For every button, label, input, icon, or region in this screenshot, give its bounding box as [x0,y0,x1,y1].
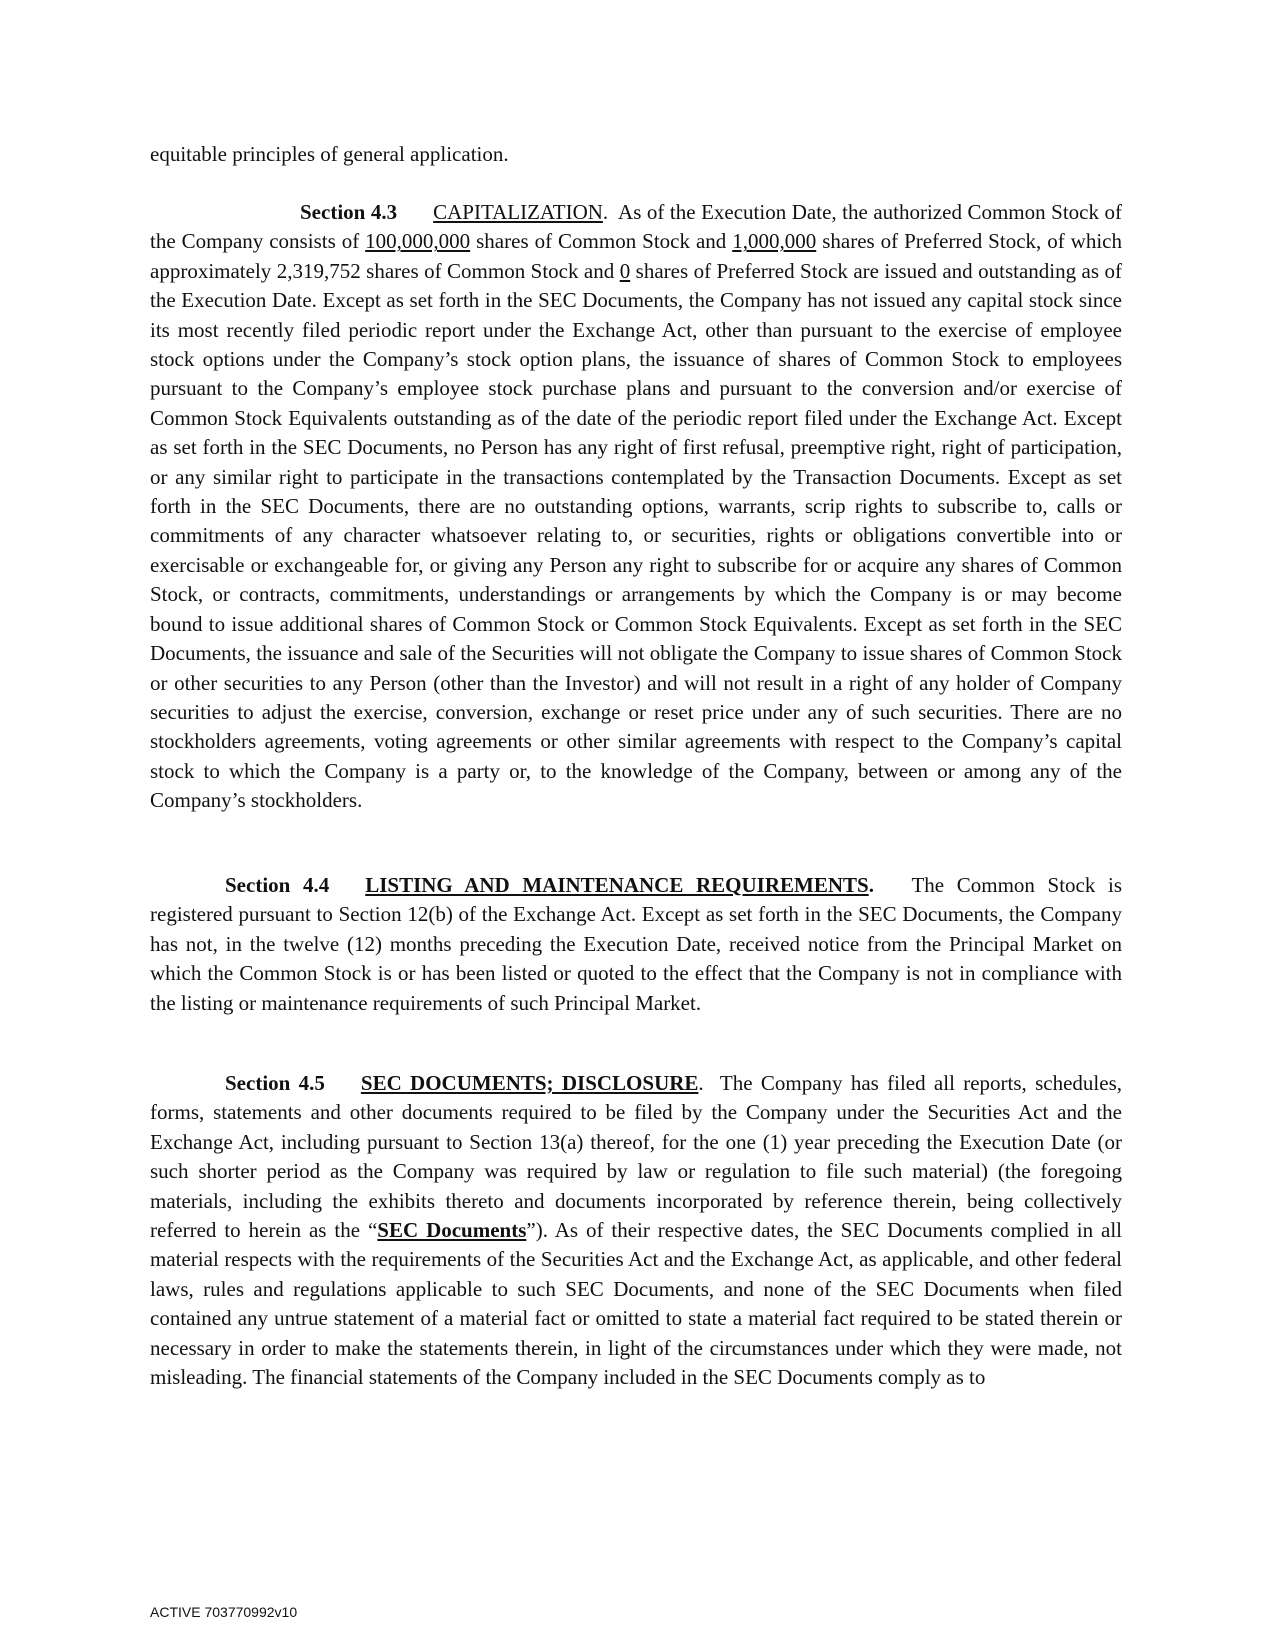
defined-term-sec-documents: SEC Documents [377,1218,527,1243]
section-4-3-text-4: shares of Preferred Stock are issued and outstanding as of the Execution Date. Except as set forth in the SEC Documents, the Company has not issued any capital stock since its most recently filed periodic report under the Exchange Act, other than pursuant to the exercise of employee stock options under the Company’s stock option plans, the issuance of shares of Common Stock to employees pursuant to the Company’s employee stock purchase plans and pursuant to the conversion and/or exercise of Common Stock Equivalents outstanding as of the date of the periodic report filed under the Exchange Act. Except as set forth in the SEC Documents, no Person has any right of first refusal, preemptive right, right of participation, or any similar right to participate in the transactions contemplated by the Transaction Documents. Except as set forth in the SEC Documents, there are no outstanding options, warrants, scrip rights to subscribe to, calls or commitments of any character whatsoever relating to, or securities, rights or obligations convertible into or exercisable or exchangeable for, or giving any Person any right to subscribe for or acquire any shares of Common Stock, or contracts, commitments, understandings or arrangements by which the Company is or may become bound to issue additional shares of Common Stock or Common Stock Equivalents. Except as set forth in the SEC Documents, the issuance and sale of the Securities will not obligate the Company to issue shares of Common Stock or other securities to any Person (other than the Investor) and will not result in a right of any holder of Company securities to adjust the exercise, conversion, exchange or reset price under any of such securities. There are no stockholders agreements, voting agreements or other similar agreements with respect to the Company’s capital stock to which the Company is a party or, to the knowledge of the Company, between or among any of the Company’s stockholders. [150,258,1122,813]
section-4-3-text-3: shares of Preferred Stock, of which approximately 2,319,752 shares of Common Stock and [150,229,1122,283]
section-4-3-text-2: shares of Common Stock and [470,229,733,254]
section-4-4-paragraph [150,871,1122,1018]
continuation-line: equitable principles of general application. [150,142,509,166]
section-4-3-title-end: . [602,200,609,224]
section-4-3-title: CAPITALIZATION [433,200,603,224]
section-4-3-number: Section 4.3 [300,200,398,224]
section-4-5-text-1: The Company has filed all reports, schedules, forms, statements and other documents required to be filed by the Company under the Securities Act and the Exchange Act, including pursuant to Section 13(a) thereof, for the one (1) year preceding the Execution Date (or such shorter period as the Company was required by law or regulation to file such material) (the foregoing materials, including the exhibits thereto and documents incorporated by reference therein, being collectively referred to herein as the “ [150,1071,1122,1243]
section-4-3-text-1: As of the Execution Date, the authorized Common Stock of the Company consists of [150,200,1123,254]
outstanding-preferred-shares: 0 [619,258,631,283]
section-4-4-body: The Common Stock is registered pursuant to Section 12(b) of the Exchange Act. Except as set forth in the SEC Documents, the Company has not, in the twelve (12) months preceding the Execution Date, received notice from the Principal Market on which the Common Stock is or has been listed or quoted to the effect that the Company is not in compliance with the listing or maintenance requirements of such Principal Market. [150,873,1123,1015]
section-4-5-text-2: ”). As of their respective dates, the SEC Documents complied in all material respects with the requirements of the Securities Act and the Exchange Act, as applicable, and other federal laws, rules and regulations applicable to such SEC Documents, and none of the SEC Documents when filed contained any untrue statement of a material fact or omitted to state a material fact required to be stated therein or necessary in order to make the statements therein, in light of the circumstances under which they were made, not misleading. The financial statements of the Company included in the SEC Documents comply as to [150,1218,1122,1390]
section-4-5-paragraph [150,1069,1122,1392]
section-4-4-number: Section 4.4 [225,873,330,897]
document-footer-id: ACTIVE 703770992v10 [150,1604,298,1620]
section-4-4-title: LISTING AND MAINTENANCE REQUIREMENTS [365,873,869,897]
section-4-5-title: SEC DOCUMENTS; DISCLOSURE [360,1071,699,1095]
section-4-3-paragraph [150,198,1122,816]
authorized-preferred-shares: 1,000,000 [732,229,817,254]
section-4-4-title-end: . [868,873,874,897]
section-4-5-title-end: . [698,1071,704,1095]
section-4-5-number: Section 4.5 [225,1071,325,1095]
authorized-common-shares: 100,000,000 [365,229,471,254]
